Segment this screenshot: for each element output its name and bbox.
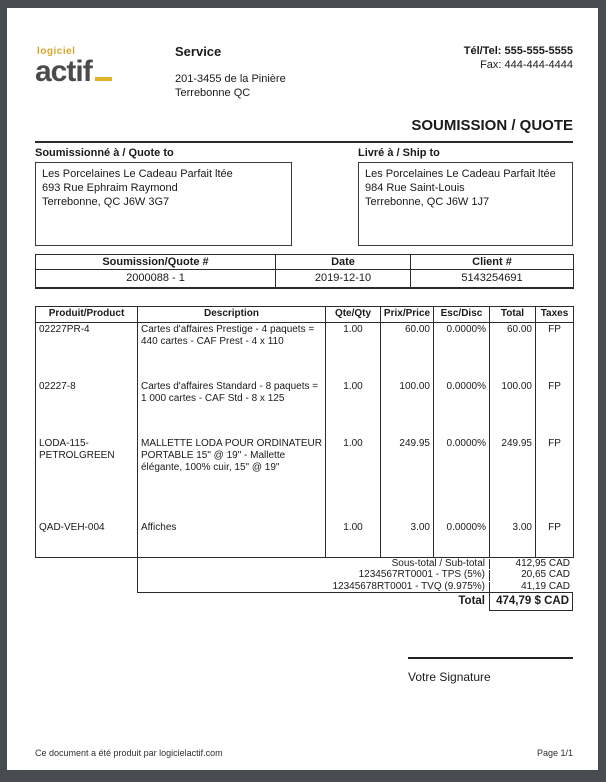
client-number-header: Client # [411,254,574,269]
document-page [7,8,598,770]
tps-row [138,569,573,581]
item-taxes: FP [536,322,574,380]
table-filler-row [36,552,574,558]
ship-to-line: Les Porcelaines Le Cadeau Parfait ltée [365,167,556,180]
company-address [175,72,464,101]
item-discount: 0.0000% [434,322,490,380]
items-header-row [36,306,574,322]
page-number: Page 1/1 [536,748,573,758]
product-code: LODA-115-PETROLGREEN [39,438,115,462]
quote-to-line: Les Porcelaines Le Cadeau Parfait ltée [42,167,233,180]
line-items-table [35,306,574,558]
quote-to-label: Soumissionné à / Quote to [35,146,174,159]
quote-to-box [35,162,292,246]
table-row [36,521,574,552]
item-description: MALLETTE LODA POUR ORDINATEUR PORTABLE 15" @ 19" - Mallette élégante, 100% cuir, 15" @ 19" [138,437,326,520]
logo-tagline: logiciel [37,46,76,57]
document-title: SOUMISSION / QUOTE [411,116,573,134]
item-description: Cartes d'affaires Standard - 8 paquets = 1 000 cartes - CAF Std - 8 x 125 [138,380,326,437]
item-discount: 0.0000% [434,437,490,520]
company-info [175,38,464,101]
item-qty: 1.00 [326,322,381,380]
company-contact [464,38,573,73]
item-taxes: FP [536,380,574,437]
product-code: QAD-VEH-004 [39,521,105,533]
company-address-line2: Terrebonne QC [175,87,251,100]
fax-label: Fax: [480,59,502,72]
subtotals-section [137,558,573,594]
client-number-value: 5143254691 [411,269,574,288]
company-address-line1: 201-3455 de la Pinière [175,73,286,85]
page-footer [35,748,573,758]
signature-section [408,657,573,684]
quote-info-table [35,254,574,289]
item-qty: 1.00 [326,437,381,520]
tvq-value: 41,19 CAD [489,582,573,593]
tps-label: 1234567RT0001 - TPS (5%) [358,569,485,581]
phone-label: Tél/Tel: [463,45,502,57]
table-row [36,437,574,520]
date-value: 2019-12-10 [276,269,411,288]
ship-to-line: 984 Rue Saint-Louis [365,181,465,194]
table-row [36,322,574,380]
discount-column-header: Esc/Disc [434,306,490,322]
quote-number-value: 2000088 - 1 [126,271,185,284]
item-qty: 1.00 [326,380,381,437]
item-price: 249.95 [381,437,434,520]
description-column-header: Description [138,306,326,322]
item-description: Affiches [138,521,326,552]
logo-name: actif [35,55,92,88]
document-header [35,38,573,101]
address-section [35,145,573,246]
quote-info-value-row [36,269,574,288]
item-discount: 0.0000% [434,521,490,552]
document-content [7,8,598,684]
item-discount: 0.0000% [434,380,490,437]
logo-underscore-mark [95,77,112,81]
grand-total-row [35,593,573,611]
quote-to-line: Terrebonne, QC J6W 3G7 [42,196,170,209]
subtotal-label: Sous-total / Sub-total [391,557,485,569]
fax-number: 444-444-4444 [504,59,573,72]
subtotal-row [138,558,573,570]
item-taxes: FP [536,437,574,520]
quote-to-section [35,145,292,246]
footer-produced-by: Ce document a été produit par logicielactif.com [35,748,223,758]
ship-to-section [358,145,573,246]
item-description: Cartes d'affaires Prestige - 4 paquets = 440 cartes - CAF Prest - 4 x 110 [138,322,326,380]
product-code: 02227-8 [39,381,76,393]
date-header: Date [276,254,411,269]
signature-label: Votre Signature [408,670,491,685]
tvq-label: 12345678RT0001 - TVQ (9.975%) [332,580,485,592]
item-total: 60.00 [490,322,536,380]
subtotal-value: 412,95 CAD [489,559,573,570]
phone-line [464,44,573,58]
item-total: 100.00 [490,380,536,437]
table-row [36,380,574,437]
ship-to-box [358,162,573,246]
quote-info-header-row [36,254,574,269]
qty-column-header: Qte/Qty [326,306,381,322]
title-divider [35,141,573,143]
total-column-header: Total [490,306,536,322]
item-price: 100.00 [381,380,434,437]
quote-number-header: Soumission/Quote # [36,254,276,269]
company-name: Service [175,44,222,59]
ship-to-label: Livré à / Ship to [358,146,440,159]
ship-to-line: Terrebonne, QC J6W 1J7 [365,196,490,209]
phone-number: 555-555-5555 [504,45,573,57]
company-logo [35,38,175,87]
item-total: 3.00 [490,521,536,552]
fax-line [464,58,573,72]
item-taxes: FP [536,521,574,552]
grand-total-label: Total [458,595,485,608]
item-total: 249.95 [490,437,536,520]
quote-to-line: 693 Rue Ephraim Raymond [42,181,178,194]
tps-value: 20,65 CAD [489,570,573,581]
product-code: 02227PR-4 [39,323,90,335]
grand-total-value: 474,79 $ CAD [489,593,573,611]
item-price: 60.00 [381,322,434,380]
item-qty: 1.00 [326,521,381,552]
item-price: 3.00 [381,521,434,552]
product-column-header: Produit/Product [36,306,138,322]
logo-wordmark [35,57,175,87]
taxes-column-header: Taxes [536,306,574,322]
tvq-row [138,581,573,593]
price-column-header: Prix/Price [381,306,434,322]
